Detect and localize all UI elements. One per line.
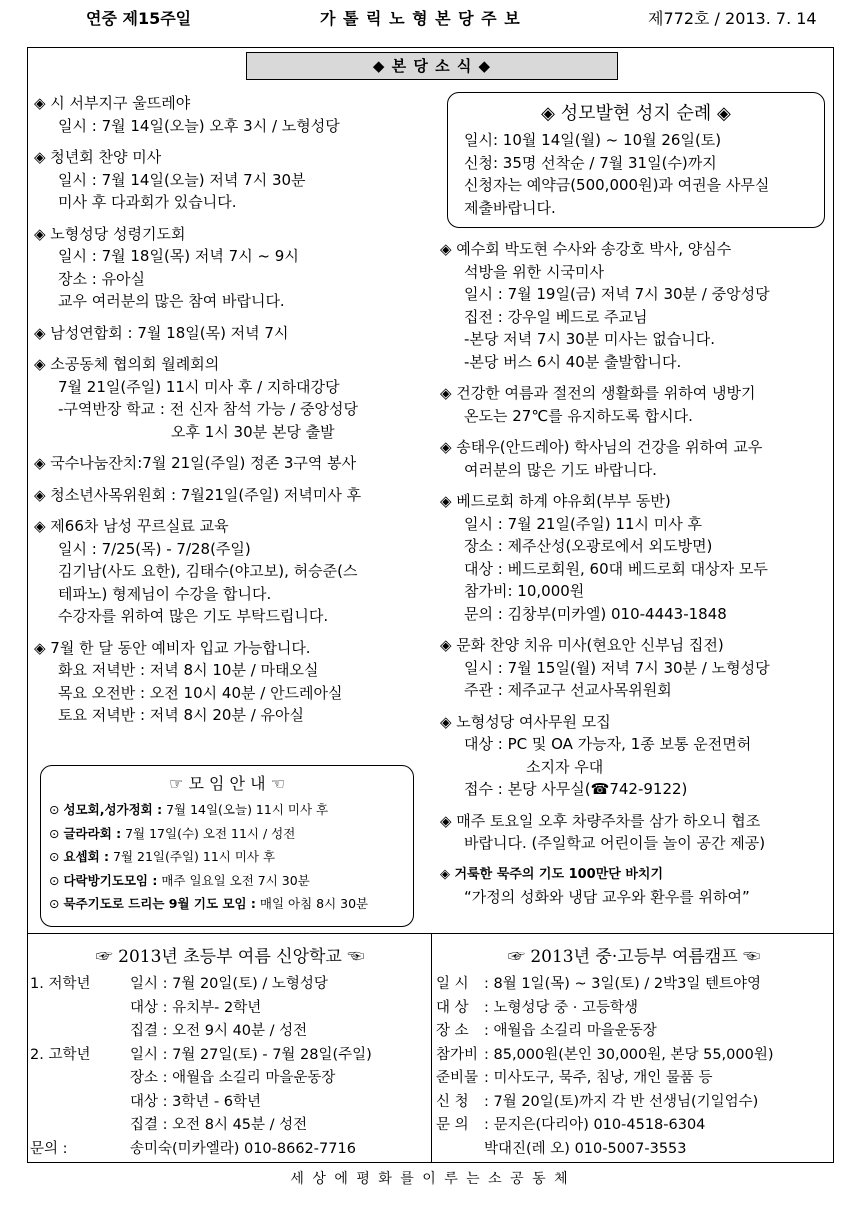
news-line: 화요 저녁반 : 저녁 8시 10분 / 마태오실 xyxy=(58,661,319,679)
row-value: 집결 : 오전 8시 45분 / 성전 xyxy=(130,1117,308,1133)
news-line: 김기남(사도 요한), 김태수(야고보), 허승준(스 xyxy=(58,562,358,580)
row-value: 장소 : 애월읍 소길리 마을운동장 xyxy=(130,1070,336,1086)
news-line: 대상 : 베드로회원, 60대 베드로회 대상자 모두 xyxy=(464,559,768,578)
meeting-time: 7월 14일(오늘) 11시 미사 후 xyxy=(162,802,329,817)
news-heading: ◈ 송태우(안드레아) 학사님의 건강을 위하여 교우 xyxy=(440,438,763,456)
news-line: 7월 21일(주일) 11시 미사 후 / 지하대강당 xyxy=(58,377,340,396)
row-value: 대상 : 유치부- 2학년 xyxy=(130,999,262,1016)
news-line: -본당 버스 6시 40분 출발합니다. xyxy=(464,352,682,371)
meeting-list xyxy=(41,798,413,916)
issue-label: 제772호 / 2013. 7. 14 xyxy=(648,9,817,28)
news-line: 일시 : 7월 18일(목) 저녁 7시 ~ 9시 xyxy=(58,247,299,265)
row-label: 문의 : xyxy=(30,1140,68,1157)
meeting-time: 7월 21일(주일) 11시 미사 후 xyxy=(109,849,276,864)
news-line: -본당 저녁 7시 30분 미사는 없습니다. xyxy=(464,330,716,348)
news-item xyxy=(440,810,832,855)
row-value: 일시 : 7월 20일(토) / 노형성당 xyxy=(130,976,328,992)
news-line: 집전 : 강우일 베드로 주교님 xyxy=(464,307,648,326)
news-heading: ◈ 베드로회 하계 야유회(부부 동반) xyxy=(440,492,671,510)
news-item xyxy=(440,490,832,625)
pilgrimage-line: 제출바랍니다. xyxy=(464,198,556,217)
column-divider xyxy=(431,933,432,1163)
row-label: 2. 고학년 xyxy=(30,1046,91,1063)
bullet-icon: ⊙ xyxy=(49,849,60,864)
camp-title: ☞ 2013년 중·고등부 여름캠프 ☜ xyxy=(507,947,761,967)
news-item xyxy=(34,223,426,313)
row-value: : 미사도구, 묵주, 침낭, 개인 물품 등 xyxy=(484,1070,713,1086)
news-heading: ◈ 청소년사목위원회 : 7월21일(주일) 저녁미사 후 xyxy=(34,485,362,504)
news-item xyxy=(440,436,832,481)
news-heading: ◈ 시 서부지구 울뜨레야 xyxy=(34,94,191,112)
table-row xyxy=(436,1091,834,1115)
news-line: -구역반장 학교 : 전 신자 참석 가능 / 중앙성당 xyxy=(58,400,358,418)
table-row xyxy=(436,1114,834,1138)
news-line: 토요 저녁반 : 저녁 8시 20분 / 유아실 xyxy=(58,706,304,724)
pilgrimage-box xyxy=(447,92,825,228)
news-heading: ◈ 문화 찬양 치유 미사(현요안 신부님 집전) xyxy=(440,636,724,654)
meeting-time: 7월 17일(수) 오전 11시 / 성전 xyxy=(121,825,296,841)
news-line: 오후 1시 30분 본당 출발 xyxy=(171,422,335,441)
page-header xyxy=(28,4,836,30)
row-value: 집결 : 오전 9시 40분 / 성전 xyxy=(130,1023,308,1039)
pilgrimage-line: 신청: 35명 선착순 / 7월 31일(수)까지 xyxy=(464,153,717,172)
row-label: 1. 저학년 xyxy=(30,976,91,992)
meeting-item xyxy=(49,892,413,916)
row-value: : 노형성당 중 · 고등학생 xyxy=(484,999,638,1016)
pilgrimage-line: 일시: 10월 14일(월) ~ 10월 26일(토) xyxy=(464,131,722,149)
news-line: 일시 : 7월 14일(오늘) 저녁 7시 30분 xyxy=(58,170,306,189)
news-line: 참가비: 10,000원 xyxy=(464,582,585,600)
news-line: 일시 : 7/25(목) - 7/28(주일) xyxy=(58,539,251,558)
right-news-column xyxy=(440,238,832,918)
news-item xyxy=(440,634,832,702)
camp-table xyxy=(436,973,834,1161)
table-row xyxy=(436,973,834,997)
school-table xyxy=(30,973,430,1161)
news-item xyxy=(34,92,426,137)
meeting-name: 다락방기도모임 : xyxy=(63,872,158,888)
news-line: 미사 후 다과회가 있습니다. xyxy=(58,193,237,211)
meeting-time: 매주 일요일 오전 7시 30분 xyxy=(157,872,310,888)
footer-slogan: 세 상 에 평 화 를 이 루 는 소 공 동 체 xyxy=(290,1171,570,1187)
news-line: 여러분의 많은 기도 바랍니다. xyxy=(464,460,657,479)
news-heading: ◈ 청년회 찬양 미사 xyxy=(34,148,162,166)
news-heading: ◈ 노형성당 성령기도회 xyxy=(34,224,186,243)
news-item xyxy=(34,515,426,628)
news-line: 테파노) 형제님이 수강을 합니다. xyxy=(58,584,272,603)
news-line: 목요 오전반 : 오전 10시 40분 / 안드레아실 xyxy=(58,683,343,702)
bulletin-title: 가 톨 릭 노 형 본 당 주 보 xyxy=(320,9,521,28)
meeting-box xyxy=(40,765,414,927)
news-item xyxy=(34,452,426,475)
news-item xyxy=(34,353,426,443)
table-row xyxy=(30,973,430,997)
bullet-icon: ⊙ xyxy=(49,825,60,841)
news-line: 주관 : 제주교구 선교사목위원회 xyxy=(464,681,672,699)
row-value: 대상 : 3학년 - 6학년 xyxy=(130,1093,262,1110)
row-label: 문 의 xyxy=(436,1117,469,1133)
row-value: 송미숙(미카엘라) 010-8662-7716 xyxy=(130,1140,356,1157)
row-value: : 7월 20일(토)까지 각 반 선생님(기일엄수) xyxy=(484,1093,759,1110)
news-item xyxy=(440,238,832,373)
news-line: 문의 : 김창부(미카엘) 010-4443-1848 xyxy=(464,604,727,623)
table-row xyxy=(436,997,834,1021)
table-row xyxy=(30,997,430,1021)
row-label: 참가비 xyxy=(436,1046,479,1063)
news-item xyxy=(440,864,832,909)
meeting-name: 성모회,성가정회 : xyxy=(63,802,163,817)
news-line: 장소 : 유아실 xyxy=(58,269,146,288)
news-item xyxy=(440,382,832,427)
row-label: 장 소 xyxy=(436,1023,469,1039)
school-title: ☞ 2013년 초등부 여름 신앙학교 ☜ xyxy=(95,947,365,967)
table-row xyxy=(436,1067,834,1091)
table-row xyxy=(30,1114,430,1138)
news-line: 바랍니다. (주일학교 어린이들 놀이 공간 제공) xyxy=(464,834,766,852)
news-item xyxy=(34,322,426,345)
news-line: 교우 여러분의 많은 참여 바랍니다. xyxy=(58,292,285,310)
row-value: : 8월 1일(목) ~ 3일(토) / 2박3일 텐트야영 xyxy=(484,976,762,992)
news-line: 일시 : 7월 14일(오늘) 오후 3시 / 노형성당 xyxy=(58,116,340,135)
row-value: 일시 : 7월 27일(토) - 7월 28일(주일) xyxy=(130,1046,372,1063)
news-heading: ◈ 거룩한 묵주의 기도 100만단 바치기 xyxy=(440,866,664,882)
meeting-name: 글라라회 : xyxy=(63,825,122,841)
parish-news-banner: ◆ 본 당 소 식 ◆ xyxy=(246,52,618,80)
table-row xyxy=(30,1067,430,1091)
row-value: : 애월읍 소길리 마을운동장 xyxy=(484,1023,657,1039)
pilgrimage-line: 신청자는 예약금(500,000원)과 여권을 사무실 xyxy=(464,176,770,194)
row-label: 대 상 xyxy=(436,999,469,1016)
bullet-icon: ⊙ xyxy=(49,872,60,888)
news-heading: ◈ 건강한 여름과 절전의 생활화를 위하여 냉방기 xyxy=(440,384,756,402)
news-line: 일시 : 7월 19일(금) 저녁 7시 30분 / 중앙성당 xyxy=(464,285,770,303)
news-line: 온도는 27℃를 유지하도록 합시다. xyxy=(464,406,693,425)
news-line: 수강자를 위하여 많은 기도 부탁드립니다. xyxy=(58,607,329,625)
week-label: 연중 제15주일 xyxy=(86,9,192,28)
table-row xyxy=(30,1020,430,1044)
row-value: : 문지은(다리아) 010-4518-6304 xyxy=(484,1117,706,1133)
news-line: 석방을 위한 시국미사 xyxy=(464,262,604,281)
meeting-item xyxy=(49,845,413,869)
meeting-name: 묵주기도로 드리는 9월 기도 모임 : xyxy=(63,896,256,911)
news-line: 접수 : 본당 사무실(☎742-9122) xyxy=(464,780,688,798)
news-heading: ◈ 예수회 박도현 수사와 송강호 박사, 양심수 xyxy=(440,240,732,258)
table-row xyxy=(30,1044,430,1068)
meeting-item xyxy=(49,869,413,893)
news-heading: ◈ 소공동체 협의회 월례회의 xyxy=(34,355,220,373)
news-item xyxy=(440,711,832,801)
news-heading: ◈ 매주 토요일 오후 차량주차를 삼가 하오니 협조 xyxy=(440,811,761,830)
news-line: 일시 : 7월 21일(주일) 11시 미사 후 xyxy=(464,514,702,533)
row-value: : 85,000원(본인 30,000원, 본당 55,000원) xyxy=(484,1046,774,1063)
left-news-column xyxy=(34,92,426,736)
news-item xyxy=(34,146,426,214)
meeting-title: ☞ 모 임 안 내 ☜ xyxy=(169,774,285,793)
table-row xyxy=(436,1044,834,1068)
news-line: 장소 : 제주산성(오광로에서 외도방면) xyxy=(464,537,713,555)
row-label: 일 시 xyxy=(436,976,469,992)
bullet-icon: ⊙ xyxy=(49,802,60,817)
table-row xyxy=(30,1091,430,1115)
meeting-name: 요셉회 : xyxy=(63,849,110,864)
table-row xyxy=(30,1138,430,1162)
table-row xyxy=(436,1138,834,1162)
pilgrimage-title: ◈ 성모발현 성지 순례 ◈ xyxy=(541,103,731,124)
news-heading: ◈ 노형성당 여사무원 모집 xyxy=(440,712,611,731)
news-line: 소지자 우대 xyxy=(526,757,604,776)
table-row xyxy=(436,1020,834,1044)
meeting-time: 매일 아침 8시 30분 xyxy=(255,896,369,911)
news-item xyxy=(34,637,426,727)
news-heading: ◈ 국수나눔잔치:7월 21일(주일) 정존 3구역 봉사 xyxy=(34,454,357,472)
row-value: 박대진(레 오) 010-5007-3553 xyxy=(484,1140,687,1157)
pilgrimage-body xyxy=(448,129,824,219)
meeting-item xyxy=(49,822,413,846)
news-line: 일시 : 7월 15일(월) 저녁 7시 30분 / 노형성당 xyxy=(464,658,770,677)
news-line: 대상 : PC 및 OA 가능자, 1종 보통 운전면허 xyxy=(464,735,752,753)
news-heading: ◈ 남성연합회 : 7월 18일(목) 저녁 7시 xyxy=(34,323,289,342)
bullet-icon: ⊙ xyxy=(49,896,60,911)
news-line: “가정의 성화와 냉담 교우와 환우를 위하여” xyxy=(464,888,750,906)
news-heading: ◈ 제66차 남성 꾸르실료 교육 xyxy=(34,517,229,535)
row-label: 신 청 xyxy=(436,1093,469,1110)
news-item xyxy=(34,484,426,507)
meeting-item xyxy=(49,798,413,822)
row-label: 준비물 xyxy=(436,1070,479,1086)
news-heading: ◈ 7월 한 달 동안 예비자 입교 가능합니다. xyxy=(34,638,311,657)
